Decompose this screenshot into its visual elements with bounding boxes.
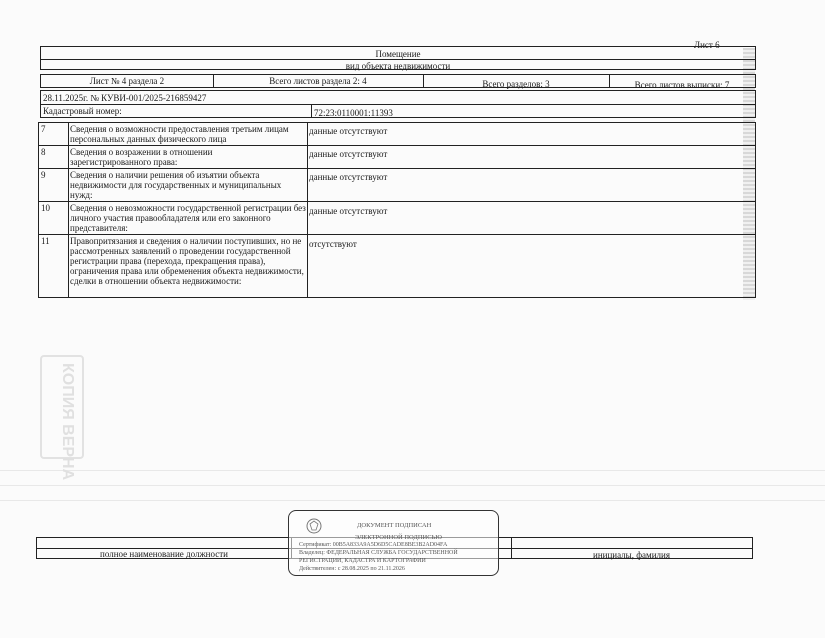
- copy-stamp: [40, 355, 84, 481]
- row-value: данные отсутствуют: [309, 206, 388, 216]
- row-number: 11: [41, 236, 50, 246]
- sheet-of-section: Лист № 4 раздела 2: [89, 76, 165, 86]
- stamp-line-6: Действителен: с 28.08.2025 по 21.11.2026: [299, 566, 405, 572]
- cadastral-label: Кадастровый номер:: [43, 106, 122, 116]
- info-table: [38, 122, 756, 298]
- divider: [311, 105, 312, 117]
- row-value: данные отсутствуют: [309, 149, 388, 159]
- row-number: 8: [41, 147, 46, 157]
- scan-line: [0, 500, 825, 501]
- date-number-row: [40, 90, 756, 104]
- sheet-label: Лист 6: [694, 40, 720, 50]
- row-label: Сведения о невозможности государственной регистрации без личного участия правообладателя или его законного представителя:: [70, 203, 306, 233]
- sheet-info-row: [40, 74, 756, 88]
- row-number: 9: [41, 170, 46, 180]
- cadastral-number: 72:23:0110001:11393: [314, 108, 393, 118]
- emblem-icon: [305, 517, 323, 535]
- row-label: Сведения о наличии решения об изъятии объекта недвижимости для государственных и муниципальных нужд:: [70, 170, 282, 200]
- divider: [41, 59, 755, 60]
- date-number: 28.11.2025г. № КУВИ-001/2025-216859427: [43, 93, 207, 103]
- object-type-caption: вид объекта недвижимости: [345, 61, 451, 71]
- stamp-line-2: ЭЛЕКТРОННОЙ ПОДПИСЬЮ: [355, 534, 442, 541]
- row-label: Сведения о возможности предоставления третьим лицам персональных данных физического лица: [70, 124, 289, 144]
- row-number: 7: [41, 124, 46, 134]
- row-label: Сведения о возражении в отношении зарегистрированного права:: [70, 147, 213, 167]
- row-value: данные отсутствуют: [309, 172, 388, 182]
- object-type-box: [40, 46, 756, 70]
- scan-line: [0, 470, 825, 471]
- position-caption: полное наименование должности: [100, 549, 228, 559]
- copy-stamp-text: КОПИЯ ВЕРНА: [59, 363, 76, 481]
- scan-line: [0, 485, 825, 486]
- row-label: Правопритязания и сведения о наличии поступивших, но не рассмотренных заявлений о проведении государственной регистрации права (перехода, прекращения права), ограничения права или обременения объекта недвижимости, сделки в отношении объекта недвижимости:: [70, 236, 304, 286]
- stamp-line-4: Владелец: ФЕДЕРАЛЬНАЯ СЛУЖБА ГОСУДАРСТВЕННОЙ: [299, 550, 458, 556]
- electronic-signature-stamp: [288, 510, 499, 576]
- stamp-line-3: Сертификат: 00B5A833A9A5D6D5CADE8BE3B2AD04FA: [299, 542, 448, 548]
- total-sheets-section: Всего листов раздела 2: 4: [269, 76, 367, 86]
- row-value: отсутствуют: [309, 239, 357, 249]
- row-value: данные отсутствуют: [309, 126, 388, 136]
- stamp-line-5: РЕГИСТРАЦИИ, КАДАСТРА И КАРТОГРАФИИ: [299, 558, 426, 564]
- object-type: Помещение: [375, 49, 421, 59]
- cadastral-row: [40, 104, 756, 118]
- stamp-line-1: ДОКУМЕНТ ПОДПИСАН: [357, 522, 432, 529]
- name-caption: инициалы, фамилия: [593, 550, 670, 560]
- total-sheets-extract: Всего листов выписки: 7: [634, 80, 730, 90]
- row-number: 10: [41, 203, 50, 213]
- total-sections: Всего разделов: 3: [482, 79, 550, 89]
